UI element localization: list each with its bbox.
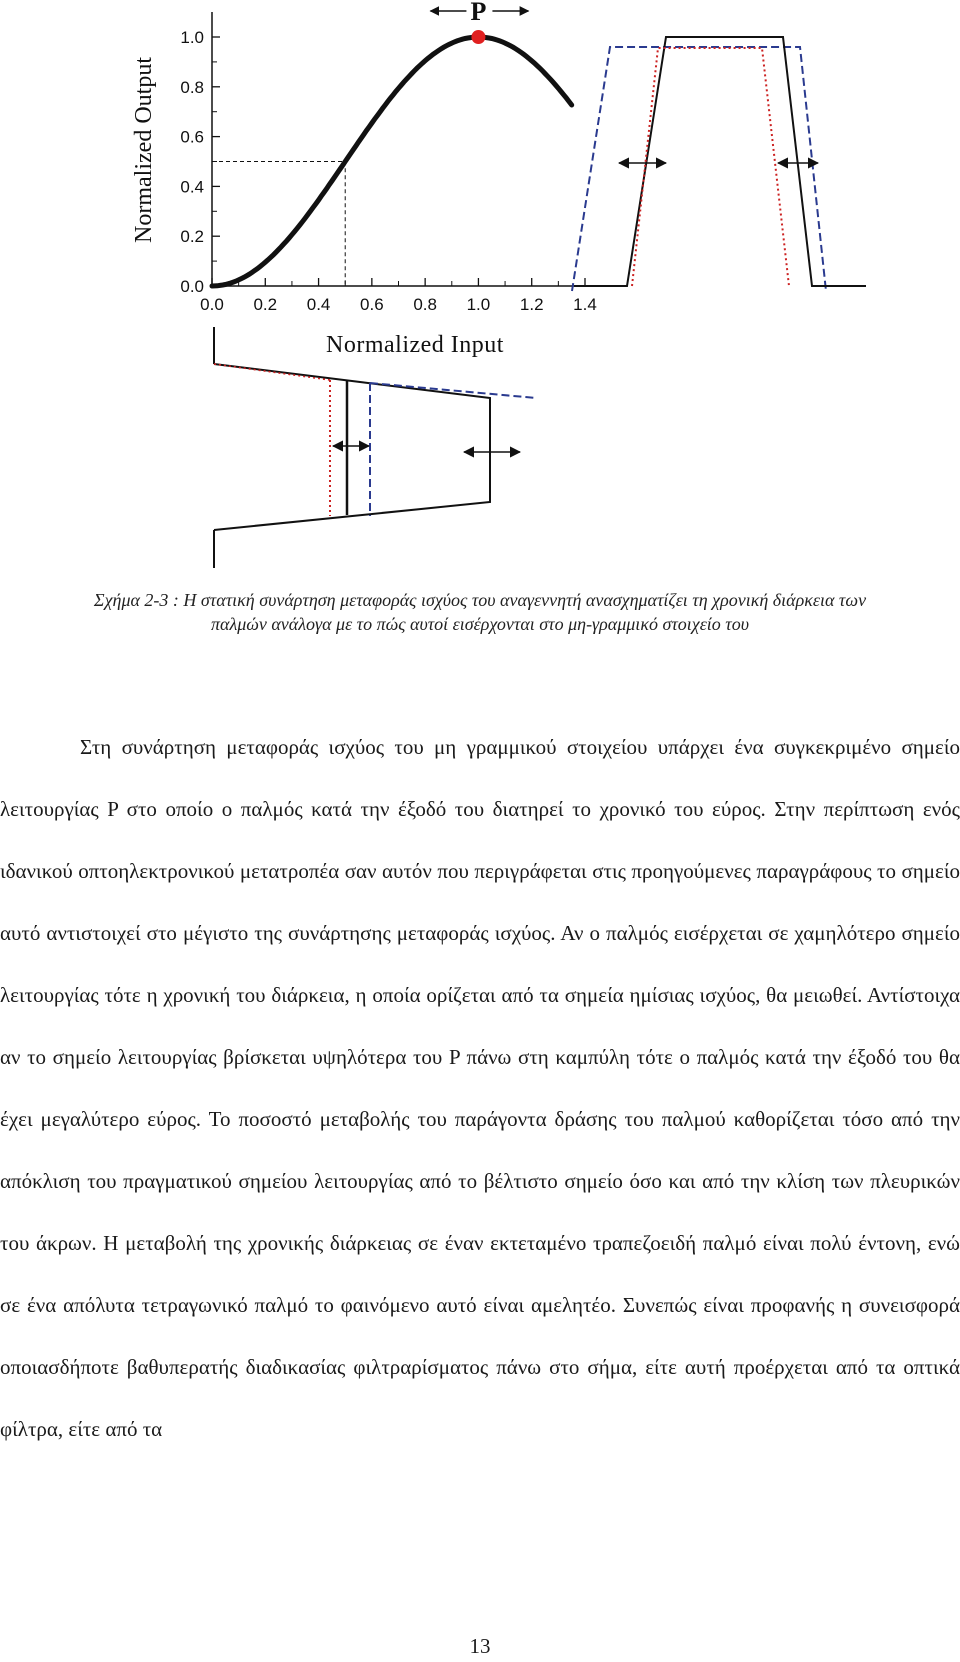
y-axis-label: Normalized Output (131, 57, 157, 243)
transfer-curve (212, 37, 572, 286)
x-tick-label: 0.0 (200, 295, 224, 314)
operating-point-label: P (470, 0, 487, 26)
figure-caption: Σχήμα 2-3 : Η στατική συνάρτηση μεταφοράς ισχύος του αναγεννητή ανασχηματίζει τη χρονική διάρκεια των παλμών ανάλογα με το πώς αυτοί εισέρχονται στο μη-γραμμικό στοιχείο του (93, 590, 867, 634)
body-paragraph (0, 716, 960, 1460)
page-number: 13 (469, 1634, 491, 1658)
x-tick-label: 1.0 (466, 295, 491, 314)
y-tick-label: 0.8 (180, 77, 204, 97)
axes (212, 12, 615, 286)
half-power-guide (212, 162, 345, 287)
x-ticks (212, 278, 585, 286)
x-tick-label: 0.6 (360, 295, 384, 314)
body-paragraph-text: Στη συνάρτηση μεταφοράς ισχύος του μη γραμμικού στοιχείου υπάρχει ένα συγκεκριμένο σημείο λειτουργίας P στο οποίο ο παλμός κατά την έξοδό του διατηρεί το χρονικό του εύρος. Στην περίπτωση ενός ιδανικού οπτοηλεκτρονικού μετατροπέα σαν αυτόν που περιγράφεται στις προηγούμενες παραγράφους το σημείο αυτό αντιστοιχεί στο μέγιστο της συνάρτησης μεταφοράς ισχύος. Αν ο παλμός εισέρχεται σε χαμηλότερο σημείο λειτουργίας τότε η χρονική του διάρκεια, η οποία ορίζεται από τα σημεία ημίσιας ισχύος, θα μειωθεί. Αντίστοιχα αν το σημείο λειτουργίας βρίσκεται υψηλότερα του P πάνω στη καμπύλη τότε ο παλμός κατά την έξοδό του θα έχει μεγαλύτερο εύρος. Το ποσοστό μεταβολής του παράγοντα δράσης του παλμού καθορίζεται τόσο από την απόκλιση του πραγματικού σημείου λειτουργίας από το βέλτιστο σημείο όσο και από την κλίση των πλευρικών του άκρων. Η μεταβολή της χρονικής διάρκειας σε έναν εκτεταμένο τραπεζοειδή παλμό είναι πολύ έντονη, ενώ σε ένα απόλυτα τετραγωνικό παλμό το φαινόμενο αυτό είναι αμελητέο. Συνεπώς είναι προφανής η συνεισφορά οποιασδήποτε βαθυπερατής διαδικασίας φιλτραρίσματος πάνω στο σήμα, είτε αυτή προέρχεται από τα οπτικά φίλτρα, είτε από τα (0, 735, 960, 1441)
y-tick-label: 0.2 (180, 227, 204, 247)
y-tick-label: 0.4 (180, 177, 204, 197)
output-pulse-red-dotted (632, 48, 789, 286)
operating-point-marker (471, 30, 485, 44)
y-tick-label: 1.0 (180, 28, 204, 47)
x-tick-label: 1.2 (519, 295, 544, 314)
input-pulse (214, 327, 536, 568)
x-axis-label: Normalized Input (326, 332, 504, 358)
x-tick-label: 0.4 (306, 295, 331, 314)
y-tick-label: 0.6 (180, 127, 204, 147)
x-tick-labels (200, 295, 597, 314)
y-tick-labels (180, 28, 204, 296)
transfer-function-figure (0, 0, 960, 580)
x-tick-label: 0.2 (253, 295, 278, 314)
input-pulse-black-solid (214, 364, 490, 530)
y-tick-label: 0.0 (180, 277, 204, 296)
input-pulse-blue-top (370, 383, 536, 398)
x-tick-label: 0.8 (413, 295, 437, 314)
x-tick-label: 1.4 (573, 295, 597, 314)
output-pulse (572, 37, 866, 291)
